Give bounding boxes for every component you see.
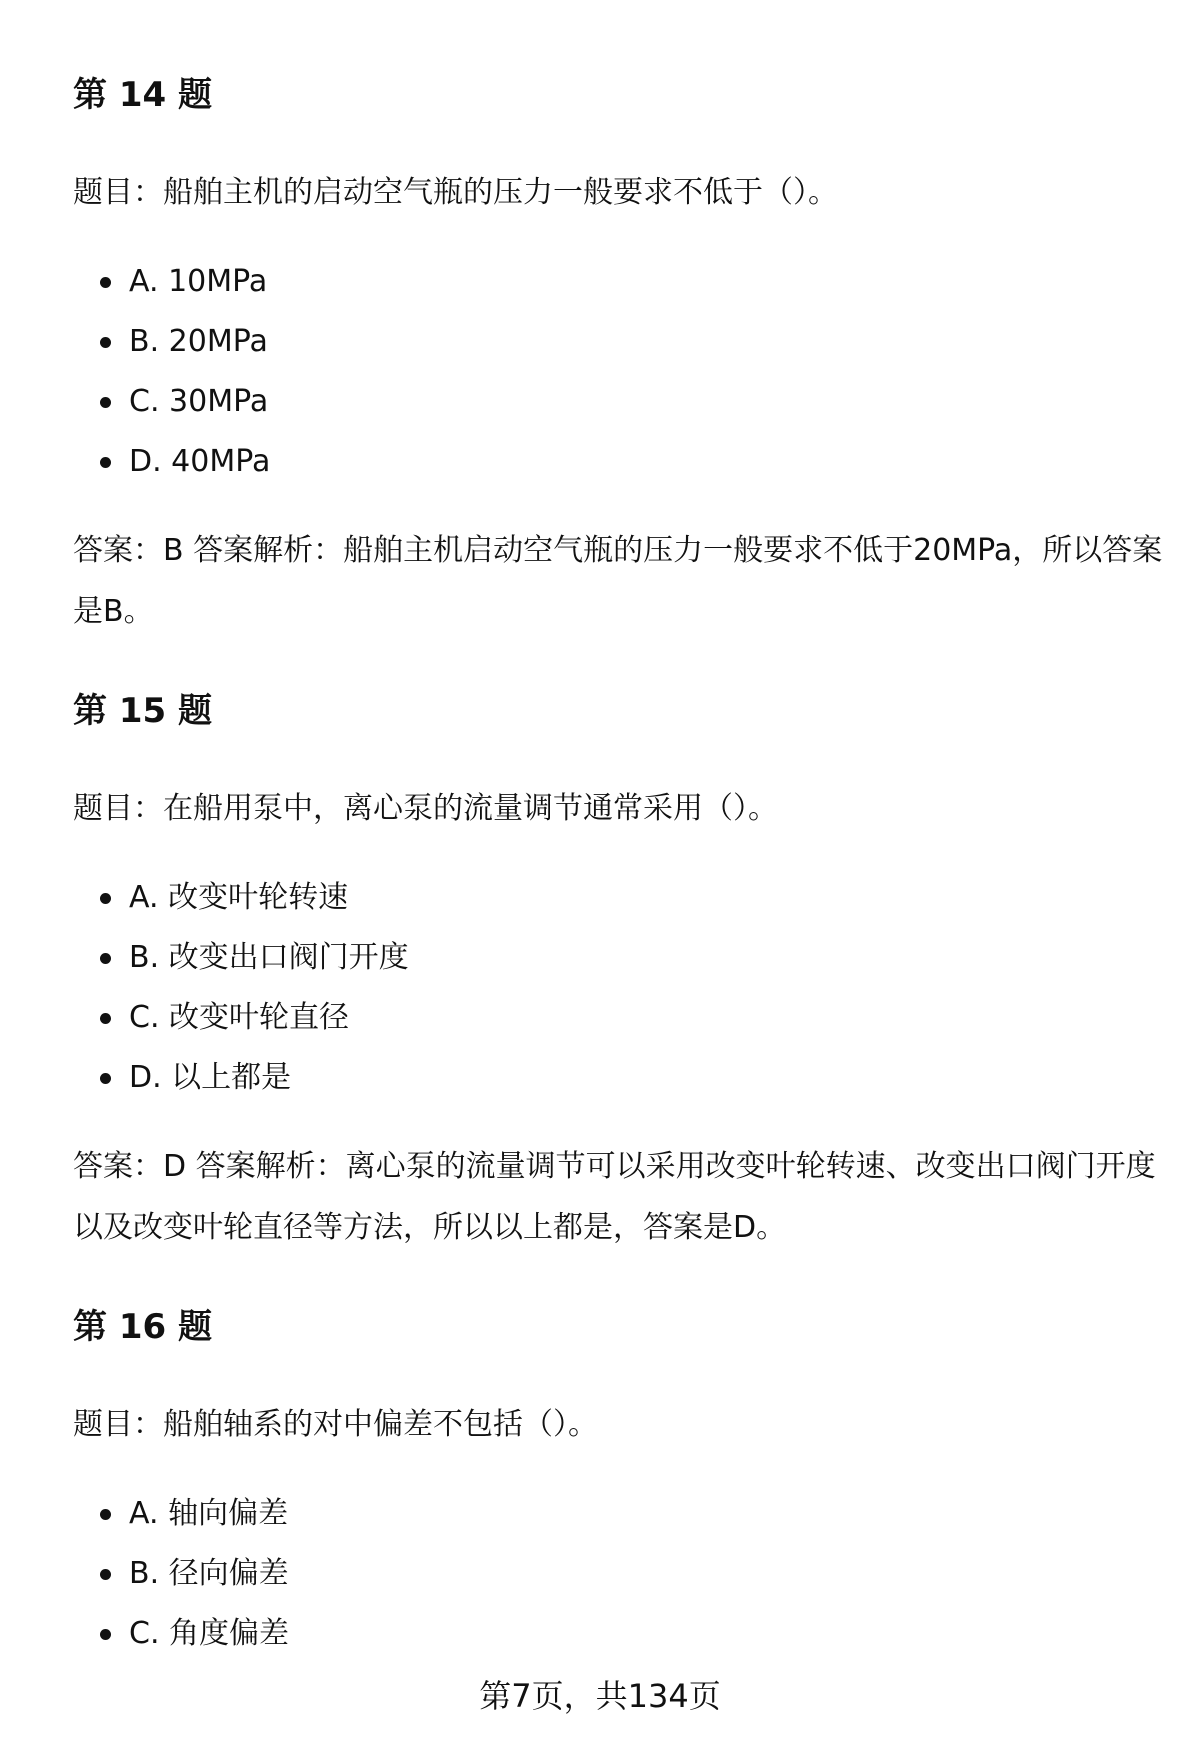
answer-explanation: 答案：D 答案解析：离心泵的流量调节可以采用改变叶轮转速、改变出口阀门开度以及改变叶轮直径等方法，所以以上都是，答案是D。 <box>73 1149 1156 1245</box>
bullet-icon <box>100 953 111 964</box>
options-list <box>73 260 270 500</box>
bullet-icon <box>100 1073 111 1084</box>
option-item <box>73 440 270 500</box>
option-item <box>73 260 270 320</box>
bullet-icon <box>100 1569 111 1580</box>
bullet-icon <box>100 1013 111 1024</box>
question-stem: 题目：船舶轴系的对中偏差不包括（）。 <box>73 1407 598 1442</box>
page-number: 第7页，共134页 <box>479 1677 721 1715</box>
option-label: A. 10MPa <box>129 264 268 299</box>
bullet-icon <box>100 397 111 408</box>
option-label: A. 改变叶轮转速 <box>129 880 349 915</box>
option-item <box>73 936 409 996</box>
option-label: A. 轴向偏差 <box>129 1496 289 1531</box>
option-label: D. 以上都是 <box>129 1060 292 1095</box>
option-label: D. 40MPa <box>129 444 271 479</box>
option-item <box>73 1552 289 1612</box>
question-stem: 题目：船舶主机的启动空气瓶的压力一般要求不低于（）。 <box>73 175 838 210</box>
option-label: B. 径向偏差 <box>129 1556 289 1591</box>
answer-explanation: 答案：B 答案解析：船舶主机启动空气瓶的压力一般要求不低于20MPa，所以答案是B。 <box>73 533 1163 629</box>
bullet-icon <box>100 277 111 288</box>
options-list <box>73 1492 289 1672</box>
bullet-icon <box>100 893 111 904</box>
option-item <box>73 380 270 440</box>
option-item <box>73 1492 289 1552</box>
option-label: B. 改变出口阀门开度 <box>129 940 409 975</box>
bullet-icon <box>100 1629 111 1640</box>
options-list <box>73 876 409 1116</box>
option-item <box>73 876 409 936</box>
bullet-icon <box>100 337 111 348</box>
option-item <box>73 996 409 1056</box>
option-label: C. 30MPa <box>129 384 269 419</box>
bullet-icon <box>100 457 111 468</box>
question-heading: 第 14 题 <box>73 75 212 115</box>
question-heading: 第 16 题 <box>73 1307 212 1347</box>
option-item <box>73 1612 289 1672</box>
question-stem: 题目：在船用泵中，离心泵的流量调节通常采用（）。 <box>73 791 778 826</box>
option-item <box>73 1056 409 1116</box>
option-label: C. 角度偏差 <box>129 1616 290 1651</box>
question-heading: 第 15 题 <box>73 691 212 731</box>
option-label: B. 20MPa <box>129 324 268 359</box>
option-item <box>73 320 270 380</box>
bullet-icon <box>100 1509 111 1520</box>
option-label: C. 改变叶轮直径 <box>129 1000 350 1035</box>
